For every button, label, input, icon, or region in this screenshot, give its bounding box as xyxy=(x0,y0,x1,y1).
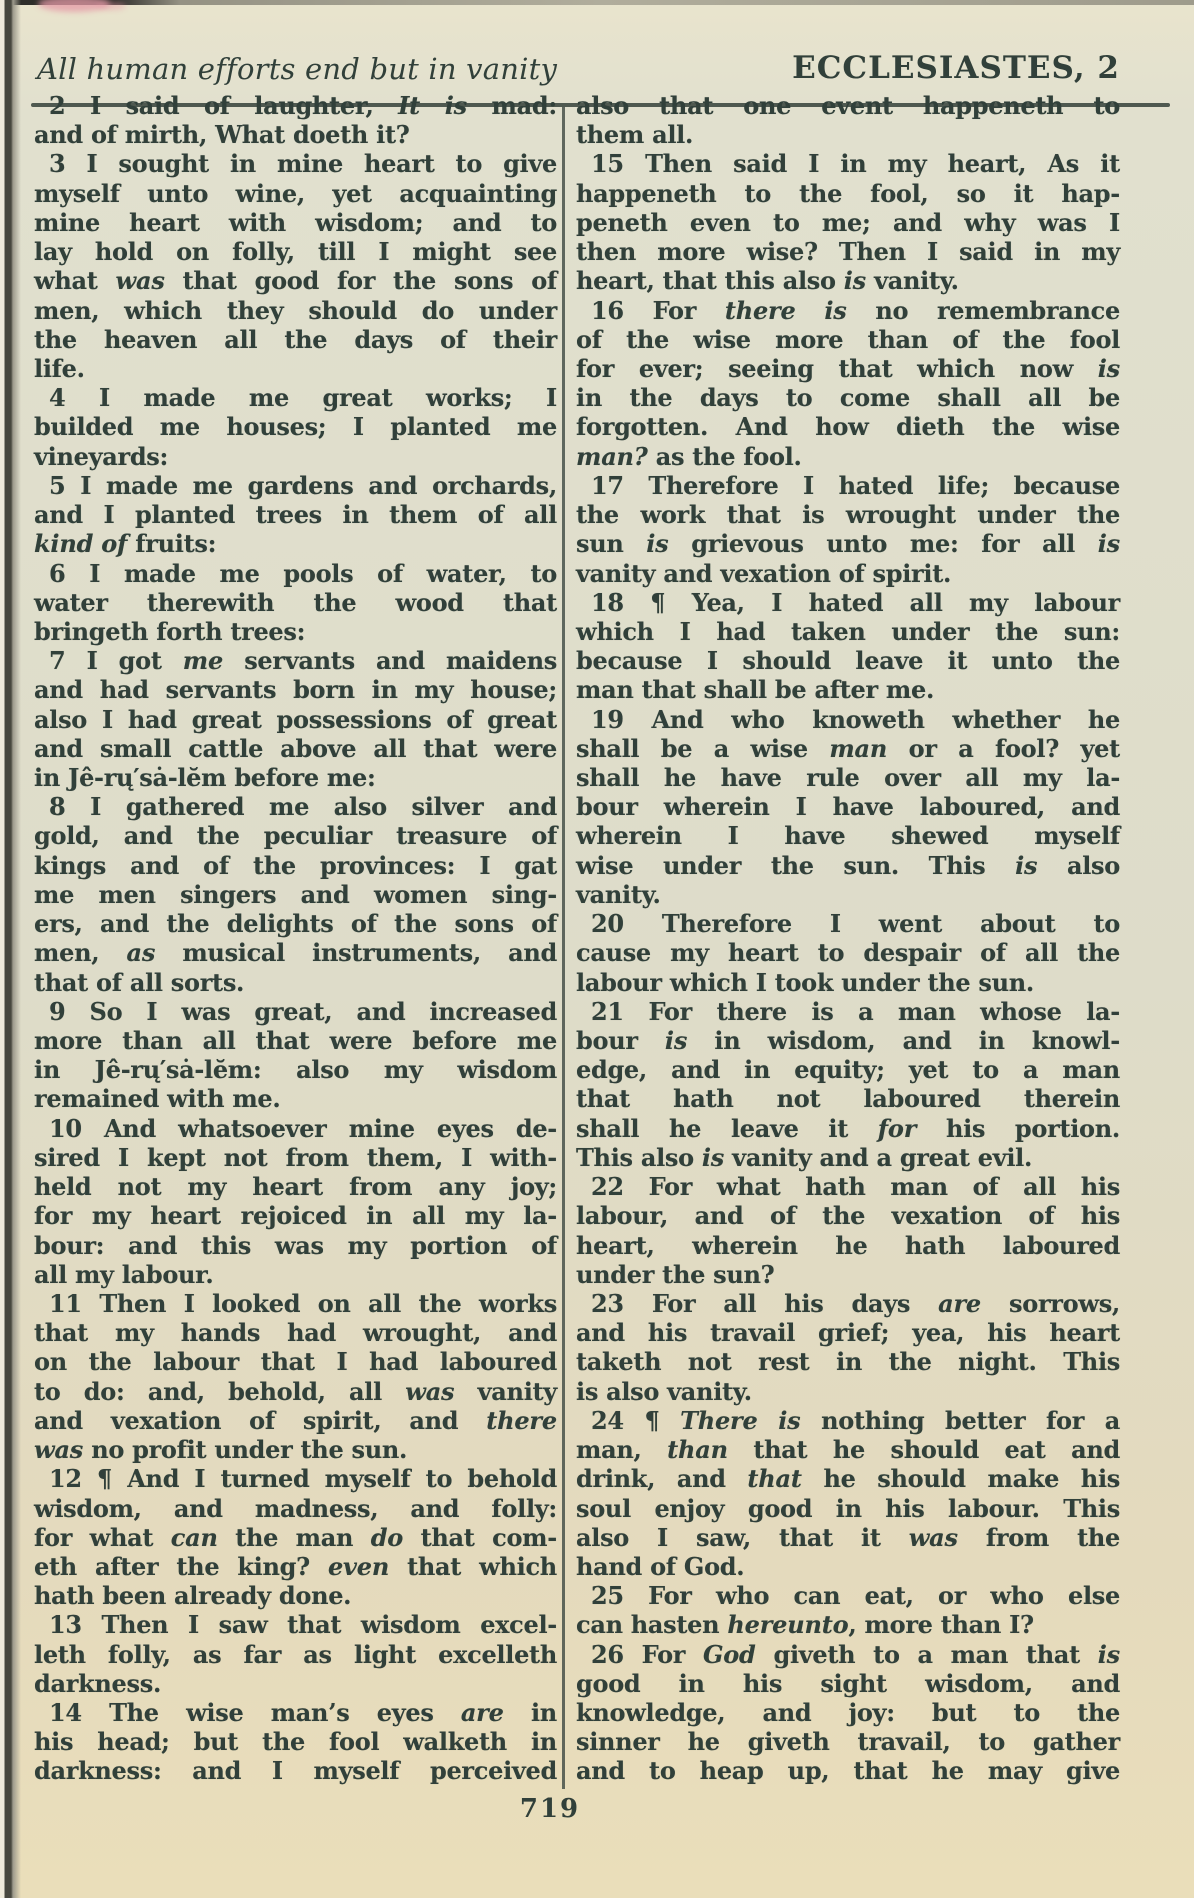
verse-line: 26 For God giveth to a man that is xyxy=(591,1639,1120,1669)
verse-line: hand of God. xyxy=(576,1551,745,1581)
verse-line: taketh not rest in the night. This xyxy=(576,1347,1120,1377)
verse-line: that my hands had wrought, and xyxy=(34,1318,557,1348)
verse-line: drink, and that he should make his xyxy=(576,1464,1120,1494)
verse-line: for what can the man do that com- xyxy=(34,1522,557,1552)
verse-line: shall he leave it for his portion. xyxy=(576,1113,1120,1143)
verse-line: and of mirth, What doeth it? xyxy=(34,120,410,150)
verse-line: more than all that were before me xyxy=(34,1026,557,1055)
verse-line: lay hold on folly, till I might see xyxy=(34,237,557,267)
verse-line: This also is vanity and a great evil. xyxy=(576,1142,1033,1172)
verse-line: darkness: and I myself perceived xyxy=(34,1756,557,1786)
verse-line: peneth even to me; and why was I xyxy=(576,207,1120,237)
verse-line: also I had great possessions of great xyxy=(34,704,557,734)
verse-line: in Jê-rų′sȧ-lĕm before me: xyxy=(34,763,376,793)
verse-line: and small cattle above all that were xyxy=(34,733,557,763)
verse-line: 15 Then said I in my heart, As it xyxy=(591,149,1120,179)
verse-line: vanity and vexation of spirit. xyxy=(576,558,952,588)
verse-line: 7 I got me servants and maidens xyxy=(49,646,557,676)
verse-line: 22 For what hath man of all his xyxy=(591,1172,1120,1202)
verse-line: vanity. xyxy=(576,879,661,909)
verse-line: 8 I gathered me also silver and xyxy=(49,792,557,822)
column-divider xyxy=(562,107,565,1789)
verse-line: them all. xyxy=(576,120,694,150)
verse-line: 20 Therefore I went about to xyxy=(591,909,1120,939)
verse-line: 10 And whatsoever mine eyes de- xyxy=(49,1113,557,1143)
verse-line: 6 I made me pools of water, to xyxy=(49,558,557,588)
verse-line: and to heap up, that he may give xyxy=(576,1756,1120,1786)
verse-line: man? as the fool. xyxy=(576,441,802,471)
verse-line: what was that good for the sons of xyxy=(34,266,557,296)
verse-line: darkness. xyxy=(34,1668,162,1698)
verse-line: bour: and this was my portion of xyxy=(34,1230,557,1260)
verse-line: 9 So I was great, and increased xyxy=(49,996,557,1026)
page-number: 719 xyxy=(519,1794,581,1824)
book-chapter-heading: ECCLESIASTES, 2 xyxy=(792,50,1120,86)
verse-line: good in his sight wisdom, and xyxy=(576,1668,1120,1698)
verse-line: held not my heart from any joy; xyxy=(34,1172,557,1202)
verse-line: men, as musical instruments, and xyxy=(34,938,557,968)
verse-line: of the wise more than of the fool xyxy=(576,324,1120,354)
verse-line: vineyards: xyxy=(34,441,169,471)
verse-line: because I should leave it unto the xyxy=(576,646,1120,676)
verse-line: sun is grievous unto me: for all is xyxy=(576,529,1120,559)
verse-line: eth after the king? even that which xyxy=(34,1551,557,1581)
verse-line: 17 Therefore I hated life; because xyxy=(591,470,1120,500)
verse-line: 19 And who knoweth whether he xyxy=(591,704,1120,734)
text-column-left xyxy=(34,91,557,1786)
verse-line: 21 For there is a man whose la- xyxy=(591,996,1120,1026)
verse-line: gold, and the peculiar treasure of xyxy=(34,821,557,851)
verse-line: forgotten. And how dieth the wise xyxy=(576,412,1120,442)
scan-top-edge-shadow xyxy=(0,0,1194,5)
verse-line: is also vanity. xyxy=(576,1376,752,1406)
verse-line: sinner he giveth travail, to gather xyxy=(576,1727,1120,1757)
verse-line: heart, wherein he hath laboured xyxy=(576,1230,1120,1260)
verse-line: can hasten hereunto, more than I? xyxy=(576,1610,1034,1640)
verse-line: mine heart with wisdom; and to xyxy=(34,207,557,237)
verse-line: wherein I have shewed myself xyxy=(576,821,1120,851)
verse-line: that of all sorts. xyxy=(34,967,245,997)
pink-ink-smudge-small xyxy=(96,2,126,10)
verse-line: in the days to come shall all be xyxy=(576,383,1120,413)
verse-line: hath been already done. xyxy=(34,1581,352,1611)
verse-line: 11 Then I looked on all the works xyxy=(49,1288,557,1318)
verse-line: 24 ¶ There is nothing better for a xyxy=(591,1405,1120,1435)
verse-line: 16 For there is no remembrance xyxy=(591,295,1120,325)
verse-line: 23 For all his days are sorrows, xyxy=(591,1288,1120,1318)
verse-line: edge, and in equity; yet to a man xyxy=(576,1055,1120,1085)
verse-line: 14 The wise man’s eyes are in xyxy=(49,1698,557,1728)
verse-line: then more wise? Then I said in my xyxy=(576,237,1120,267)
verse-line: for my heart rejoiced in all my la- xyxy=(34,1201,557,1231)
verse-line: also that one event happeneth to xyxy=(576,91,1120,120)
verse-line: bringeth forth trees: xyxy=(34,616,306,646)
verse-line: water therewith the wood that xyxy=(34,587,557,617)
verse-line: under the sun? xyxy=(576,1259,775,1289)
verse-line: and had servants born in my house; xyxy=(34,675,557,705)
verse-line: man that shall be after me. xyxy=(576,675,935,705)
verse-line: wise under the sun. This is also xyxy=(576,850,1120,880)
verse-line: on the labour that I had laboured xyxy=(34,1347,557,1377)
verse-line: soul enjoy good in his labour. This xyxy=(576,1493,1120,1523)
verse-line: bour wherein I have laboured, and xyxy=(576,792,1120,822)
verse-line: wisdom, and madness, and folly: xyxy=(34,1493,557,1523)
verse-line: the heaven all the days of their xyxy=(34,324,557,354)
verse-line: also I saw, that it was from the xyxy=(576,1522,1120,1552)
running-head: All human efforts end but in vanity xyxy=(37,52,558,86)
verse-line: to do: and, behold, all was vanity xyxy=(34,1376,557,1406)
verse-line: knowledge, and joy: but to the xyxy=(576,1698,1120,1728)
verse-line: me men singers and women sing- xyxy=(34,879,557,909)
verse-line: life. xyxy=(34,353,85,383)
verse-line: cause my heart to despair of all the xyxy=(576,938,1120,968)
verse-line: shall be a wise man or a fool? yet xyxy=(576,733,1120,763)
verse-line: 5 I made me gardens and orchards, xyxy=(49,470,557,500)
verse-line: shall he have rule over all my la- xyxy=(576,763,1120,793)
verse-line: which I had taken under the sun: xyxy=(576,616,1120,646)
verse-line: kings and of the provinces: I gat xyxy=(34,850,557,880)
verse-line: and his travail grief; yea, his heart xyxy=(576,1318,1120,1348)
text-column-right xyxy=(576,91,1120,1786)
verse-line: men, which they should do under xyxy=(34,295,557,325)
verse-line: 25 For who can eat, or who else xyxy=(591,1581,1120,1611)
verse-line: for ever; seeing that which now is xyxy=(576,353,1120,383)
verse-line: and I planted trees in them of all xyxy=(34,500,557,530)
verse-line: 12 ¶ And I turned myself to behold xyxy=(49,1464,557,1494)
verse-line: man, than that he should eat and xyxy=(576,1435,1120,1465)
verse-line: labour which I took under the sun. xyxy=(576,967,1034,997)
verse-line: remained with me. xyxy=(34,1084,281,1114)
verse-line: the work that is wrought under the xyxy=(576,500,1120,530)
verse-line: that hath not laboured therein xyxy=(576,1084,1120,1114)
verse-line: kind of fruits: xyxy=(34,529,217,559)
verse-line: 3 I sought in mine heart to give xyxy=(49,149,557,179)
verse-line: myself unto wine, yet acquainting xyxy=(34,178,557,208)
verse-line: bour is in wisdom, and in knowl- xyxy=(576,1026,1120,1055)
verse-line: heart, that this also is vanity. xyxy=(576,266,959,296)
verse-line: sired I kept not from them, I with- xyxy=(34,1142,557,1172)
binding-gutter-shadow xyxy=(0,0,22,1898)
verse-line: builded me houses; I planted me xyxy=(34,412,557,442)
verse-line: leth folly, as far as light excelleth xyxy=(34,1639,557,1669)
verse-line: was no profit under the sun. xyxy=(34,1435,408,1465)
verse-line: his head; but the fool walketh in xyxy=(34,1727,557,1757)
verse-line: 2 I said of laughter, It is mad: xyxy=(49,91,557,120)
verse-line: happeneth to the fool, so it hap- xyxy=(576,178,1120,208)
verse-line: labour, and of the vexation of his xyxy=(576,1201,1120,1231)
verse-line: 18 ¶ Yea, I hated all my labour xyxy=(591,587,1120,617)
verse-line: 4 I made me great works; I xyxy=(49,383,557,413)
verse-line: 13 Then I saw that wisdom excel- xyxy=(49,1610,557,1640)
verse-line: ers, and the delights of the sons of xyxy=(34,909,557,939)
verse-line: all my labour. xyxy=(34,1259,214,1289)
verse-line: in Jê-rų′sȧ-lĕm: also my wisdom xyxy=(34,1055,557,1085)
verse-line: and vexation of spirit, and there xyxy=(34,1405,557,1435)
